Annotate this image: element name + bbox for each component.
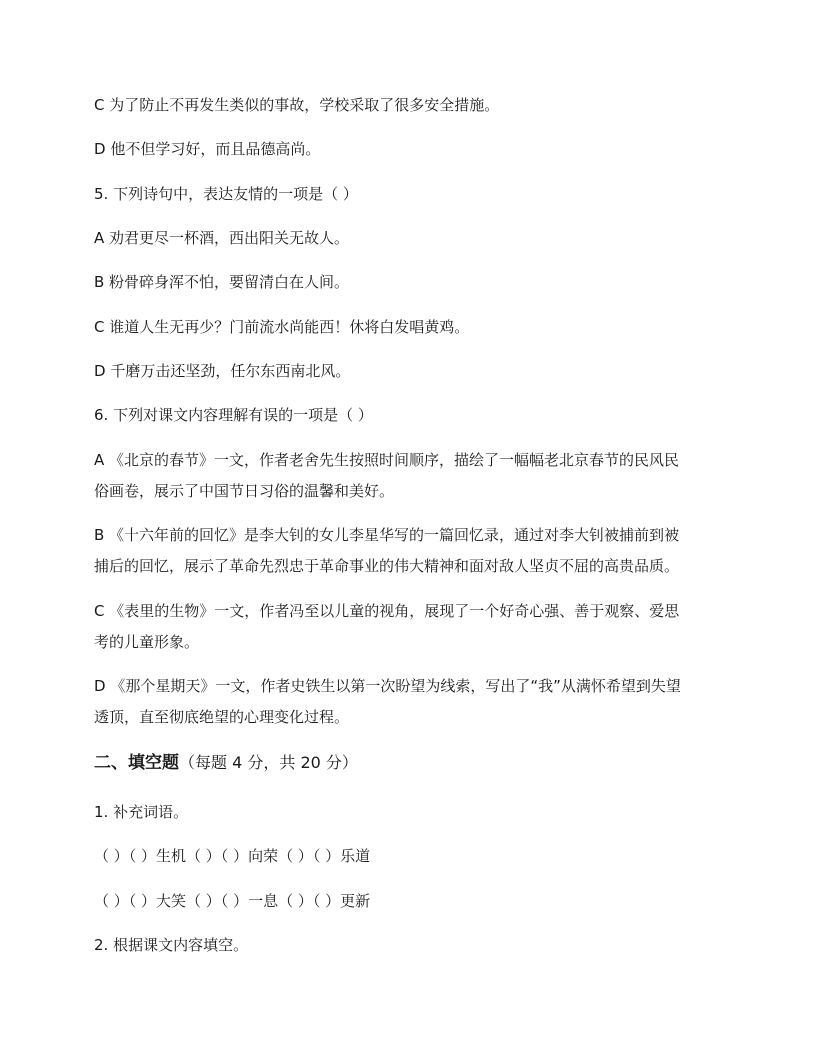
section-2-heading	[94, 747, 358, 779]
question-4-option-c: C 为了防止不再发生类似的事故，学校采取了很多安全措施。	[94, 96, 500, 114]
question-5-option-b: B 粉骨碎身浑不怕，要留清白在人间。	[94, 273, 350, 291]
question-5-stem: 5. 下列诗句中，表达友情的一项是（ ）	[94, 185, 358, 203]
option-a-line-1: A 《北京的春节》一文，作者老舍先生按照时间顺序，描绘了一幅幅老北京春节的民风民	[94, 451, 680, 469]
option-d-line-2: 透顶，直至彻底绝望的心理变化过程。	[94, 708, 350, 726]
option-d-line-1: D 《那个星期天》一文，作者史铁生以第一次盼望为线索，写出了“我”从满怀希望到失望	[94, 677, 681, 695]
question-6-option-a	[94, 445, 724, 507]
section-2-title: 二、填空题	[94, 753, 179, 773]
question-6-option-b	[94, 520, 724, 582]
fill-question-2-stem: 2. 根据课文内容填空。	[94, 936, 249, 954]
question-5-option-a: A 劝君更尽一杯酒，西出阳关无故人。	[94, 229, 350, 247]
fill-question-1-stem: 1. 补充词语。	[94, 803, 189, 821]
question-6-option-d	[94, 671, 724, 733]
question-6-stem: 6. 下列对课文内容理解有误的一项是（ ）	[94, 406, 373, 424]
question-4-option-d: D 他不但学习好，而且品德高尚。	[94, 140, 321, 158]
option-a-line-2: 俗画卷，展示了中国节日习俗的温馨和美好。	[94, 482, 395, 500]
section-2-scoring-note: （每题 4 分，共 20 分）	[179, 753, 358, 772]
option-b-line-2: 捕后的回忆，展示了革命先烈忠于革命事业的伟大精神和面对敌人坚贞不屈的高贵品质。	[94, 557, 680, 575]
question-5-option-c: C 谁道人生无再少？门前流水尚能西！休将白发唱黄鸡。	[94, 318, 470, 336]
question-6-option-c	[94, 596, 724, 658]
fill-question-1-row-1: （ ）（ ）生机（ ）（ ）向荣（ ）（ ）乐道	[94, 847, 371, 865]
fill-question-1-row-2: （ ）（ ）大笑（ ）（ ）一息（ ）（ ）更新	[94, 892, 371, 910]
option-b-line-1: B 《十六年前的回忆》是李大钊的女儿李星华写的一篇回忆录，通过对李大钊被捕前到被	[94, 526, 680, 544]
option-c-line-2: 考的儿童形象。	[94, 633, 200, 651]
option-c-line-1: C 《表里的生物》一文，作者冯至以儿童的视角，展现了一个好奇心强、善于观察、爱思	[94, 602, 680, 620]
question-5-option-d: D 千磨万击还坚劲，任尔东西南北风。	[94, 362, 351, 380]
